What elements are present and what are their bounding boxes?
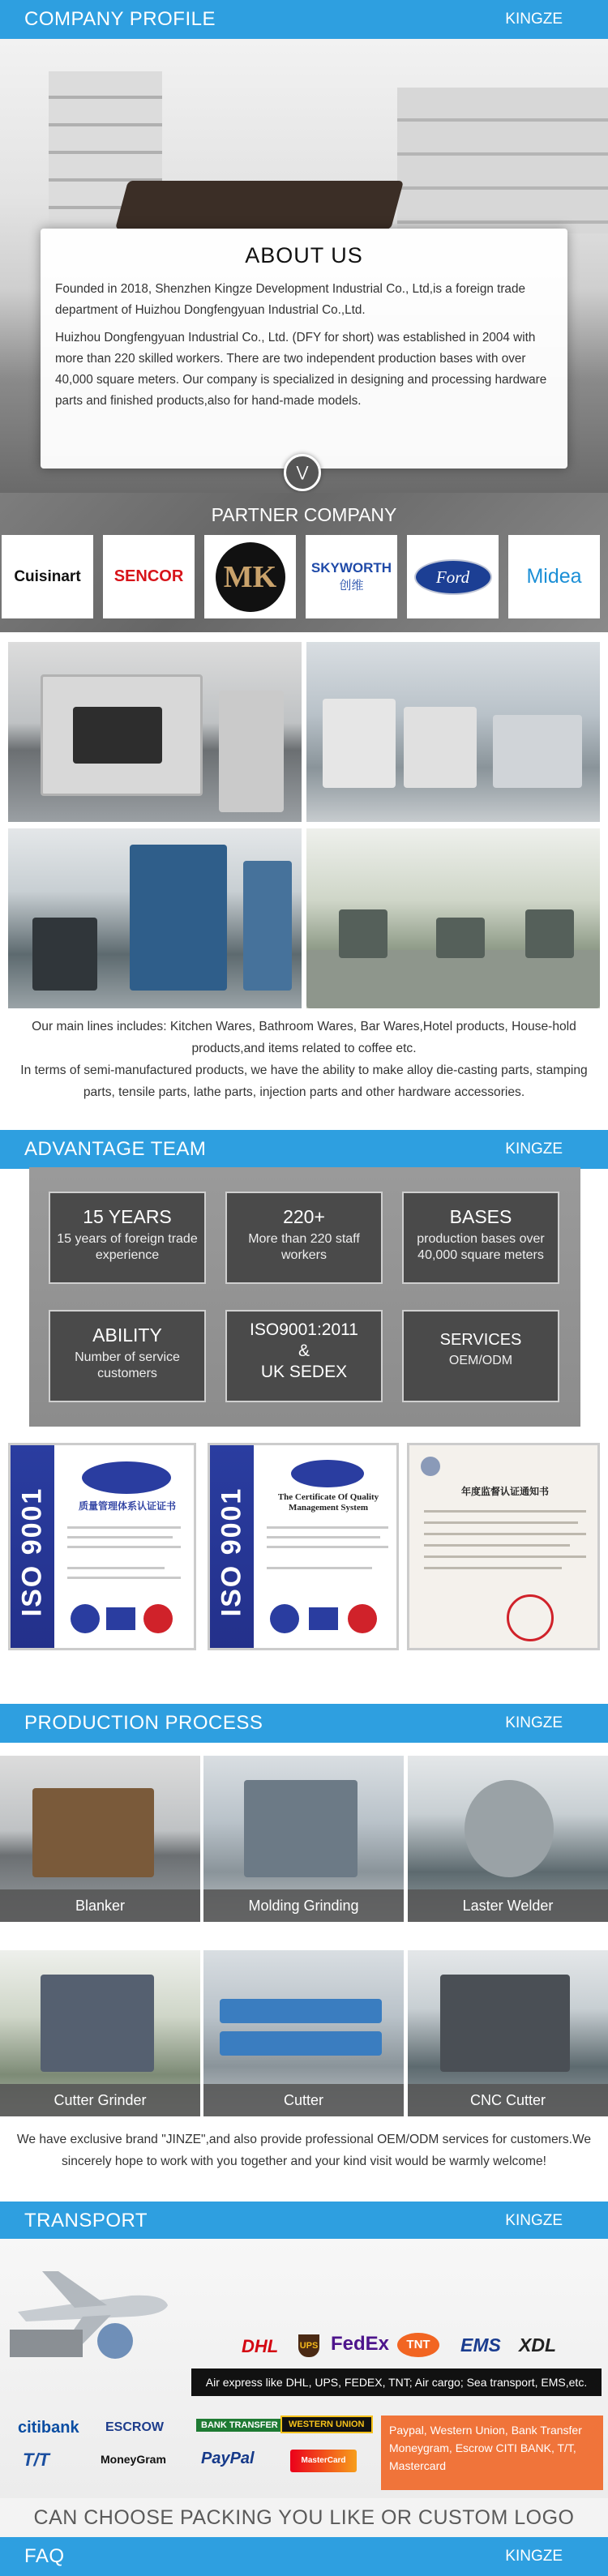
section-title: FAQ [24, 2545, 65, 2567]
section-title: PRODUCTION PROCESS [24, 1712, 263, 1734]
factory-photo-workshop [306, 828, 600, 1008]
carrier-ups: UPS [298, 2334, 319, 2357]
partner-logo-sencor: SENCOR [103, 535, 195, 618]
airplane-icon [10, 2263, 172, 2360]
cert-heading: 年度监督认证通知书 [460, 1486, 549, 1497]
carrier-dhl: DHL [242, 2336, 279, 2356]
advantage-team-header [0, 1130, 608, 1169]
faq-header [0, 2537, 608, 2576]
partner-logo-ford: Ford [407, 535, 499, 618]
factory-photo-press [8, 828, 302, 1008]
process-blanker: Blanker [0, 1756, 200, 1922]
about-paragraph: Founded in 2018, Shenzhen Kingze Development Industrial Co., Ltd,is a foreign trade department of Huizhou Dongfengyuan Industrial Co.,Ltd. [55, 282, 525, 317]
about-us-title: ABOUT US [245, 243, 363, 267]
main-lines-paragraph: Our main lines includes: Kitchen Wares, Bathroom Wares, Bar Wares,Hotel products, House-hold products,and items related to coffee etc. [32, 1020, 576, 1055]
advantage-box-certification: ISO9001:2011 & UK SEDEX [225, 1310, 383, 1402]
partner-logo-mk: MK [204, 535, 296, 618]
chevron-double-down-icon: ⋁ [296, 464, 309, 480]
payment-western-union: WESTERN UNION [280, 2416, 373, 2433]
section-title: COMPANY PROFILE [24, 8, 216, 30]
process-cutter: Cutter [203, 1950, 404, 2116]
transport-header [0, 2202, 608, 2239]
factory-photo-cnc-line [306, 642, 600, 822]
certificate-iso9001-chinese: ISO 9001 质量管理体系认证证书 [8, 1443, 196, 1650]
production-process-header [0, 1704, 608, 1743]
advantage-box-services: SERVICES OEM/ODM [402, 1310, 559, 1402]
partner-logo-skyworth: SKYWORTH 创维 [306, 535, 397, 618]
payment-citibank: citibank [18, 2419, 79, 2437]
main-lines-text [8, 1016, 600, 1103]
brand-service-text: We have exclusive brand "JINZE",and also provide professional OEM/ODM services for customers.We sincerely hope to work with you together and your kind visit would be warmly welcome! [16, 2133, 592, 2168]
advantage-box-bases: BASES production bases over 40,000 square meters [402, 1192, 559, 1284]
main-lines-paragraph: In terms of semi-manufactured products, we have the ability to make alloy die-casting parts, stamping parts, tensile parts, lathe parts, injection parts and other hardware accessories. [20, 1063, 588, 1099]
factory-photo-lathe [8, 642, 302, 822]
about-us-card [41, 229, 567, 469]
process-molding-grinding: Molding Grinding [203, 1756, 404, 1922]
partner-logo-cuisinart: Cuisinart [2, 535, 93, 618]
expand-more-button[interactable] [284, 454, 321, 491]
carrier-ems: EMS [460, 2334, 501, 2356]
payment-moneygram: MoneyGram [101, 2453, 166, 2466]
payment-mastercard: MasterCard [290, 2450, 357, 2472]
process-laser-welder: Laster Welder [408, 1756, 608, 1922]
carrier-tnt: TNT [397, 2333, 439, 2357]
partner-title: PARTNER COMPANY [211, 504, 397, 525]
brand-label: KINGZE [505, 2548, 563, 2565]
partner-company-section [0, 493, 608, 632]
payment-bank-transfer: BANK TRANSFER [196, 2419, 283, 2432]
brand-label: KINGZE [505, 11, 563, 28]
brand-label: KINGZE [505, 2212, 563, 2229]
certificate-annual-audit-notice [407, 1443, 600, 1650]
about-paragraph: Huizhou Dongfengyuan Industrial Co., Ltd. (DFY for short) was established in 2004 with more than 220 skilled workers. There are two independent production bases with over 40,000 square meters. Our company is specialized in designing and processing hardware parts and finished products,also for hand-made models. [55, 331, 547, 408]
carrier-fedex: FedEx [331, 2333, 390, 2355]
carrier-xdl: XDL [519, 2334, 556, 2356]
payment-tt: T/T [23, 2450, 49, 2470]
section-title: ADVANTAGE TEAM [24, 1138, 207, 1160]
process-cnc-cutter: CNC Cutter [408, 1950, 608, 2116]
transport-panel [0, 2239, 608, 2498]
packing-banner: CAN CHOOSE PACKING YOU LIKE OR CUSTOM LOGO [0, 2498, 608, 2537]
about-us-text [55, 279, 556, 412]
cert-heading: 质量管理体系认证证书 [78, 1500, 176, 1512]
payment-methods-box: Paypal, Western Union, Bank Transfer Moneygram, Escrow CITI BANK, T/T, Mastercard [381, 2416, 603, 2490]
certificate-iso9001-english: ISO 9001 The Certificate Of Quality Management System [208, 1443, 399, 1650]
company-profile-header [0, 0, 608, 39]
payment-paypal: PayPal [201, 2450, 255, 2467]
advantage-box-ability: ABILITY Number of service customers [49, 1310, 206, 1402]
advantage-box-workers: 220+ More than 220 staff workers [225, 1192, 383, 1284]
brand-label: KINGZE [505, 1714, 563, 1731]
cert-heading: The Certificate Of Quality Management System [277, 1492, 379, 1513]
advantage-panel [29, 1167, 580, 1427]
air-express-text: Air express like DHL, UPS, FEDEX, TNT; Air cargo; Sea transport, EMS,etc. [191, 2368, 602, 2396]
advantage-box-years: 15 YEARS 15 years of foreign trade experience [49, 1192, 206, 1284]
section-title: TRANSPORT [24, 2210, 148, 2232]
brand-label: KINGZE [505, 1140, 563, 1157]
partner-logo-midea: Midea [508, 535, 600, 618]
payment-escrow: ESCROW [105, 2420, 164, 2434]
process-cutter-grinder: Cutter Grinder [0, 1950, 200, 2116]
